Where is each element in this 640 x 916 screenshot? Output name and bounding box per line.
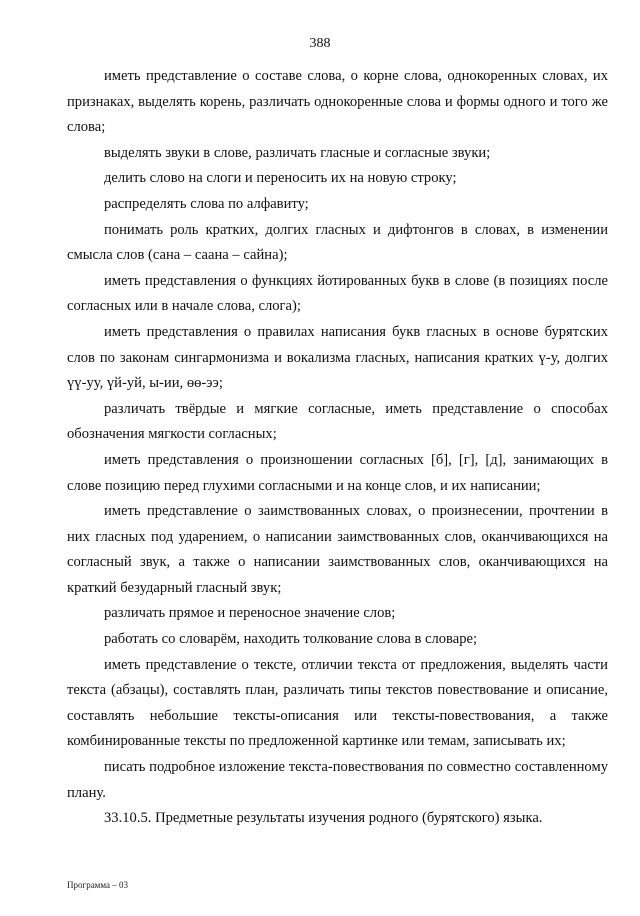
paragraph-consonant-pronunciation: иметь представления о произношении согласных [б], [г], [д], занимающих в слове позицию перед глухими согласными и на конце слов, и их написании; [67,451,608,494]
paragraph-word-meaning: различать прямое и переносное значение слов; [104,605,396,622]
paragraph-dictionary: работать со словарём, находить толкование слова в словаре; [104,631,478,648]
paragraph-sounds: выделять звуки в слове, различать гласные и согласные звуки; [104,144,491,161]
page-number: 388 [309,36,331,51]
paragraph-loanwords: иметь представление о заимствованных словах, о произнесении, прочтении в них гласных под ударением, о написании заимствованных слов, оканчивающихся на согласный звук, а также о написании заимствованных слов, оканчивающихся на краткий безударный гласный звук; [67,503,608,596]
paragraph-syllables: делить слово на слоги и переносить их на новую строку; [104,170,457,187]
paragraph-alphabet: распределять слова по алфавиту; [104,195,309,212]
body-text [67,64,608,832]
paragraph-hard-soft-consonants: различать твёрдые и мягкие согласные, иметь представление о способах обозначения мягкости согласных; [67,400,608,443]
footer-text: Программа – 03 [67,880,129,890]
section-heading: 33.10.5. Предметные результаты изучения родного (бурятского) языка. [104,810,543,827]
paragraph-vowels-diphthongs: понимать роль кратких, долгих гласных и дифтонгов в словах, в изменении смысла слов (сана – саана – сайна); [67,221,608,264]
paragraph-iotated-letters: иметь представления о функциях йотированных букв в слове (в позициях после согласных или в начале слова, слога); [67,272,608,315]
paragraph-summary-writing: писать подробное изложение текста-повествования по совместно составленному плану. [67,759,608,801]
paragraph-word-composition: иметь представление о составе слова, о корне слова, однокоренных словах, их признаках, выделять корень, различать однокоренные слова и формы одного и того же слова; [67,68,608,136]
paragraph-vowel-spelling: иметь представления о правилах написания букв гласных в основе бурятских слов по законам сингармонизма и вокализма гласных, написания кратких ү-у, долгих үү-уу, үй-уй, ы-ии, өө-ээ; [67,323,608,392]
paragraph-text-types: иметь представление о тексте, отличии текста от предложения, выделять части текста (абзацы), составлять план, различать типы текстов повествование и описание, составлять небольшие тексты-описания или тексты-повествования, а также комбинированные тексты по предложенной картинке или темам, записывать их; [67,656,608,750]
